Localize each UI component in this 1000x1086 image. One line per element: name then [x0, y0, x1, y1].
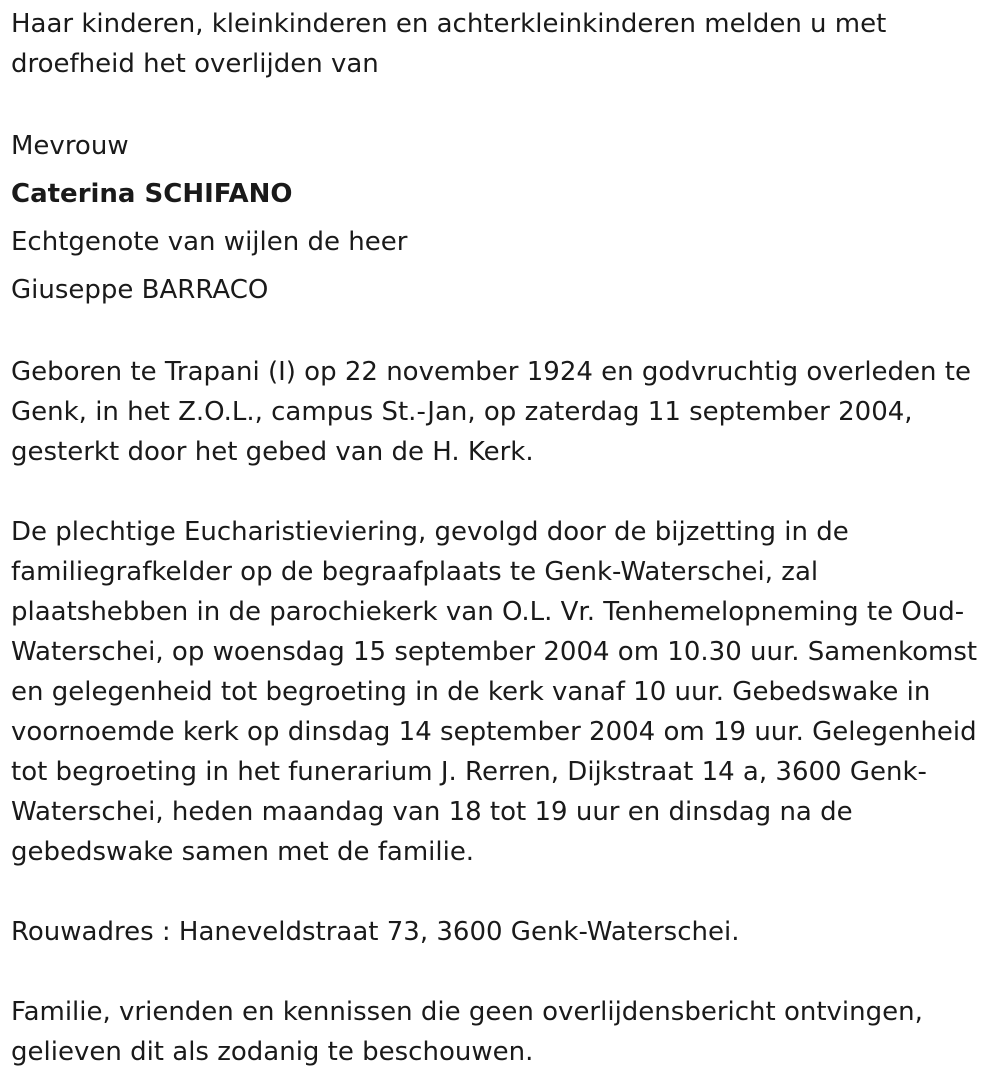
- closing-paragraph: Familie, vrienden en kennissen die geen overlijdensbericht ontvingen, gelieven dit als zodanig te beschouwen.: [11, 997, 923, 1067]
- spacer: [11, 84, 986, 122]
- spacer: [11, 952, 986, 992]
- address-line: Rouwadres : Haneveldstraat 73, 3600 Genk-Waterschei.: [11, 917, 740, 947]
- intro-paragraph: Haar kinderen, kleinkinderen en achterkleinkinderen melden u met droefheid het overlijden van: [11, 9, 887, 79]
- deceased-block: [11, 122, 986, 314]
- birth-death-paragraph: Geboren te Trapani (I) op 22 november 1924 en godvruchtig overleden te Genk, in het Z.O.L., campus St.-Jan, op zaterdag 11 september 2004, gesterkt door het gebed van de H. Kerk.: [11, 357, 971, 467]
- spouse-name: Giuseppe BARRACO: [11, 275, 269, 305]
- deceased-name: Caterina SCHIFANO: [11, 179, 293, 209]
- spacer: [11, 872, 986, 912]
- ceremony-paragraph: De plechtige Eucharistieviering, gevolgd door de bijzetting in de familiegrafkelder op de begraafplaats te Genk-Waterschei, zal plaatshebben in de parochiekerk van O.L. Vr. Tenhemelopneming te Oud-Waterschei, op woensdag 15 september 2004 om 10.30 uur. Samenkomst en gelegenheid tot begroeting in de kerk vanaf 10 uur. Gebedswake in voornoemde kerk op dinsdag 14 september 2004 om 19 uur. Gelegenheid tot begroeting in het funerarium J. Rerren, Dijkstraat 14 a, 3600 Genk-Waterschei, heden maandag van 18 tot 19 uur en dinsdag na de gebedswake samen met de familie.: [11, 517, 978, 867]
- deceased-title: Mevrouw: [11, 131, 129, 161]
- deceased-relation: Echtgenote van wijlen de heer: [11, 227, 408, 257]
- obituary-document: [11, 4, 986, 1072]
- spacer: [11, 314, 986, 352]
- spacer: [11, 472, 986, 512]
